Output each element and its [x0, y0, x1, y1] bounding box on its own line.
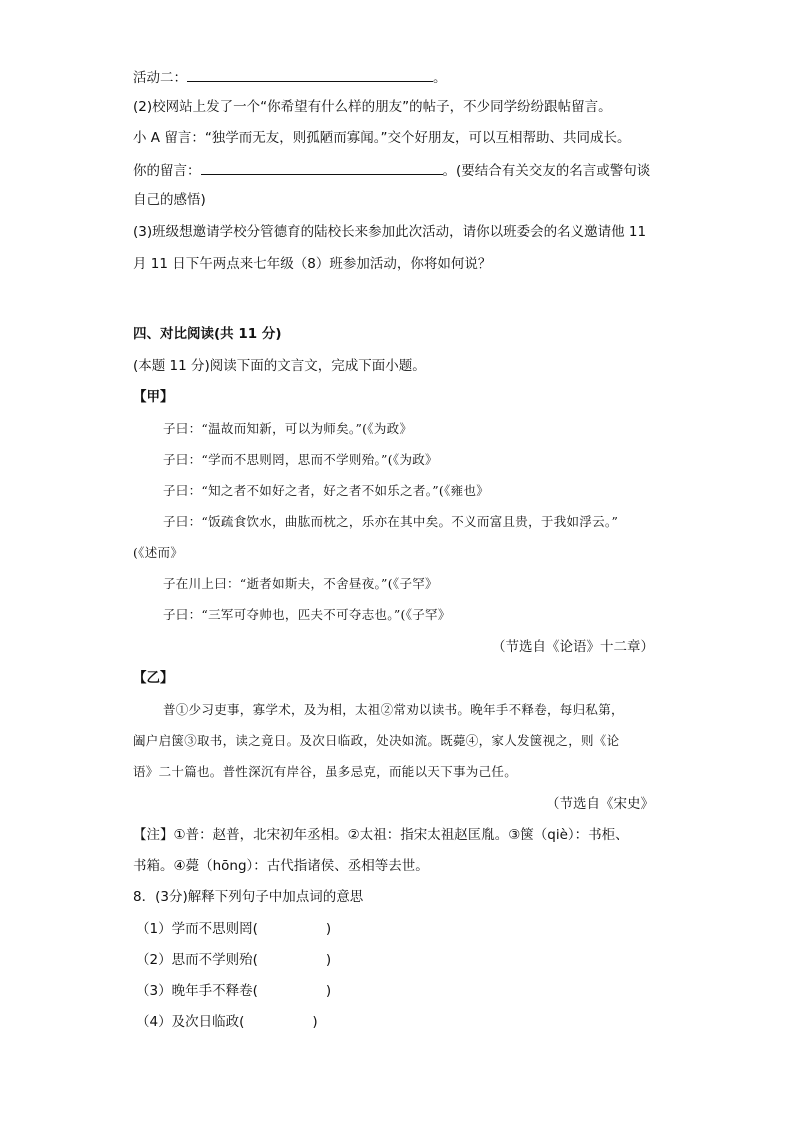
activity2-line	[133, 67, 447, 87]
yi-label: 【乙】	[133, 670, 174, 686]
section-4-intro: (本题 11 分)阅读下面的文言文，完成下面小题。	[133, 358, 426, 374]
activity2-end: 。	[433, 70, 447, 86]
section-4-heading: 四、对比阅读(共 11 分)	[133, 326, 282, 342]
notes-line-2: 书箱。④薨（hōng）：古代指诸侯、丞相等去世。	[133, 858, 429, 874]
yi-line: 阖户启箧③取书，读之竟日。及次日临政，处决如流。既薨④，家人发箧视之，则《论	[133, 733, 620, 748]
question-8-item-text: （3）晚年手不释卷(	[136, 983, 258, 999]
jia-line: 子曰：“学而不思则罔，思而不学则殆。”(《为政》	[163, 452, 438, 467]
your-message-blank[interactable]	[201, 160, 443, 175]
jia-line: 子曰：“三军可夺帅也，匹夫不可夺志也。”(《子罕》	[163, 607, 451, 622]
yi-line: 语》二十篇也。普性深沉有岸谷，虽多忌克，而能以天下事为己任。	[133, 764, 518, 779]
question-8-item-text: （1）学而不思则罔(	[136, 921, 258, 937]
activity2-label: 活动二：	[133, 70, 187, 86]
question-8-stem: 8．(3分)解释下列句子中加点词的意思	[133, 889, 364, 905]
question-2-text: (2)校网站上发了一个“你希望有什么样的朋友”的帖子，不少同学纷纷跟帖留言。	[133, 99, 612, 115]
jia-source: （节选自《论语》十二章）	[492, 639, 654, 655]
question-3-line-2: 月 11 日下午两点来七年级（8）班参加活动，你将如何说？	[133, 256, 492, 272]
your-message-line	[133, 160, 650, 180]
jia-line: (《述而》	[133, 545, 184, 560]
question-3-line-1: (3)班级想邀请学校分管德育的陆校长来参加此次活动，请你以班委会的名义邀请他 11	[133, 224, 647, 240]
question-8-item-text: （4）及次日临政(	[136, 1014, 245, 1030]
xiao-a-message: 小 A 留言：“独学而无友，则孤陋而寡闻。”交个好朋友，可以互相帮助、共同成长。	[133, 130, 631, 146]
jia-line: 子曰：“温故而知新，可以为师矣。”(《为政》	[163, 421, 413, 436]
yi-source: （节选自《宋史》	[546, 796, 654, 812]
your-message-requirement-cont: 自己的感悟)	[133, 192, 206, 208]
close-paren: )	[312, 1014, 318, 1030]
question-8-item	[136, 951, 331, 969]
yi-line: 普①少习吏事，寡学术，及为相，太祖②常劝以读书。晚年手不释卷，每归私第，	[163, 702, 624, 717]
close-paren: )	[325, 952, 332, 968]
your-message-requirement: 。(要结合有关交友的名言或警句谈	[442, 163, 651, 179]
notes-line-1: 【注】①普：赵普，北宋初年丞相。②太祖：指宋太祖赵匡胤。③箧（qiè）：书柜、	[133, 827, 629, 843]
question-8-item	[136, 1013, 318, 1031]
close-paren: )	[325, 921, 332, 937]
question-8-item-text: （2）思而不学则殆(	[136, 952, 258, 968]
jia-line: 子在川上曰：“逝者如斯夫，不舍昼夜。”(《子罕》	[163, 576, 438, 591]
jia-line: 子曰：“饭疏食饮水，曲肱而枕之，乐亦在其中矣。不义而富且贵，于我如浮云。”	[163, 514, 619, 529]
your-message-label: 你的留言：	[133, 163, 201, 179]
jia-label: 【甲】	[133, 389, 174, 405]
activity2-answer-blank[interactable]	[187, 67, 433, 82]
close-paren: )	[325, 983, 332, 999]
question-8-item	[136, 920, 331, 938]
question-8-item	[136, 982, 331, 1000]
jia-line: 子曰：“知之者不如好之者，好之者不如乐之者。”(《雍也》	[163, 483, 490, 498]
